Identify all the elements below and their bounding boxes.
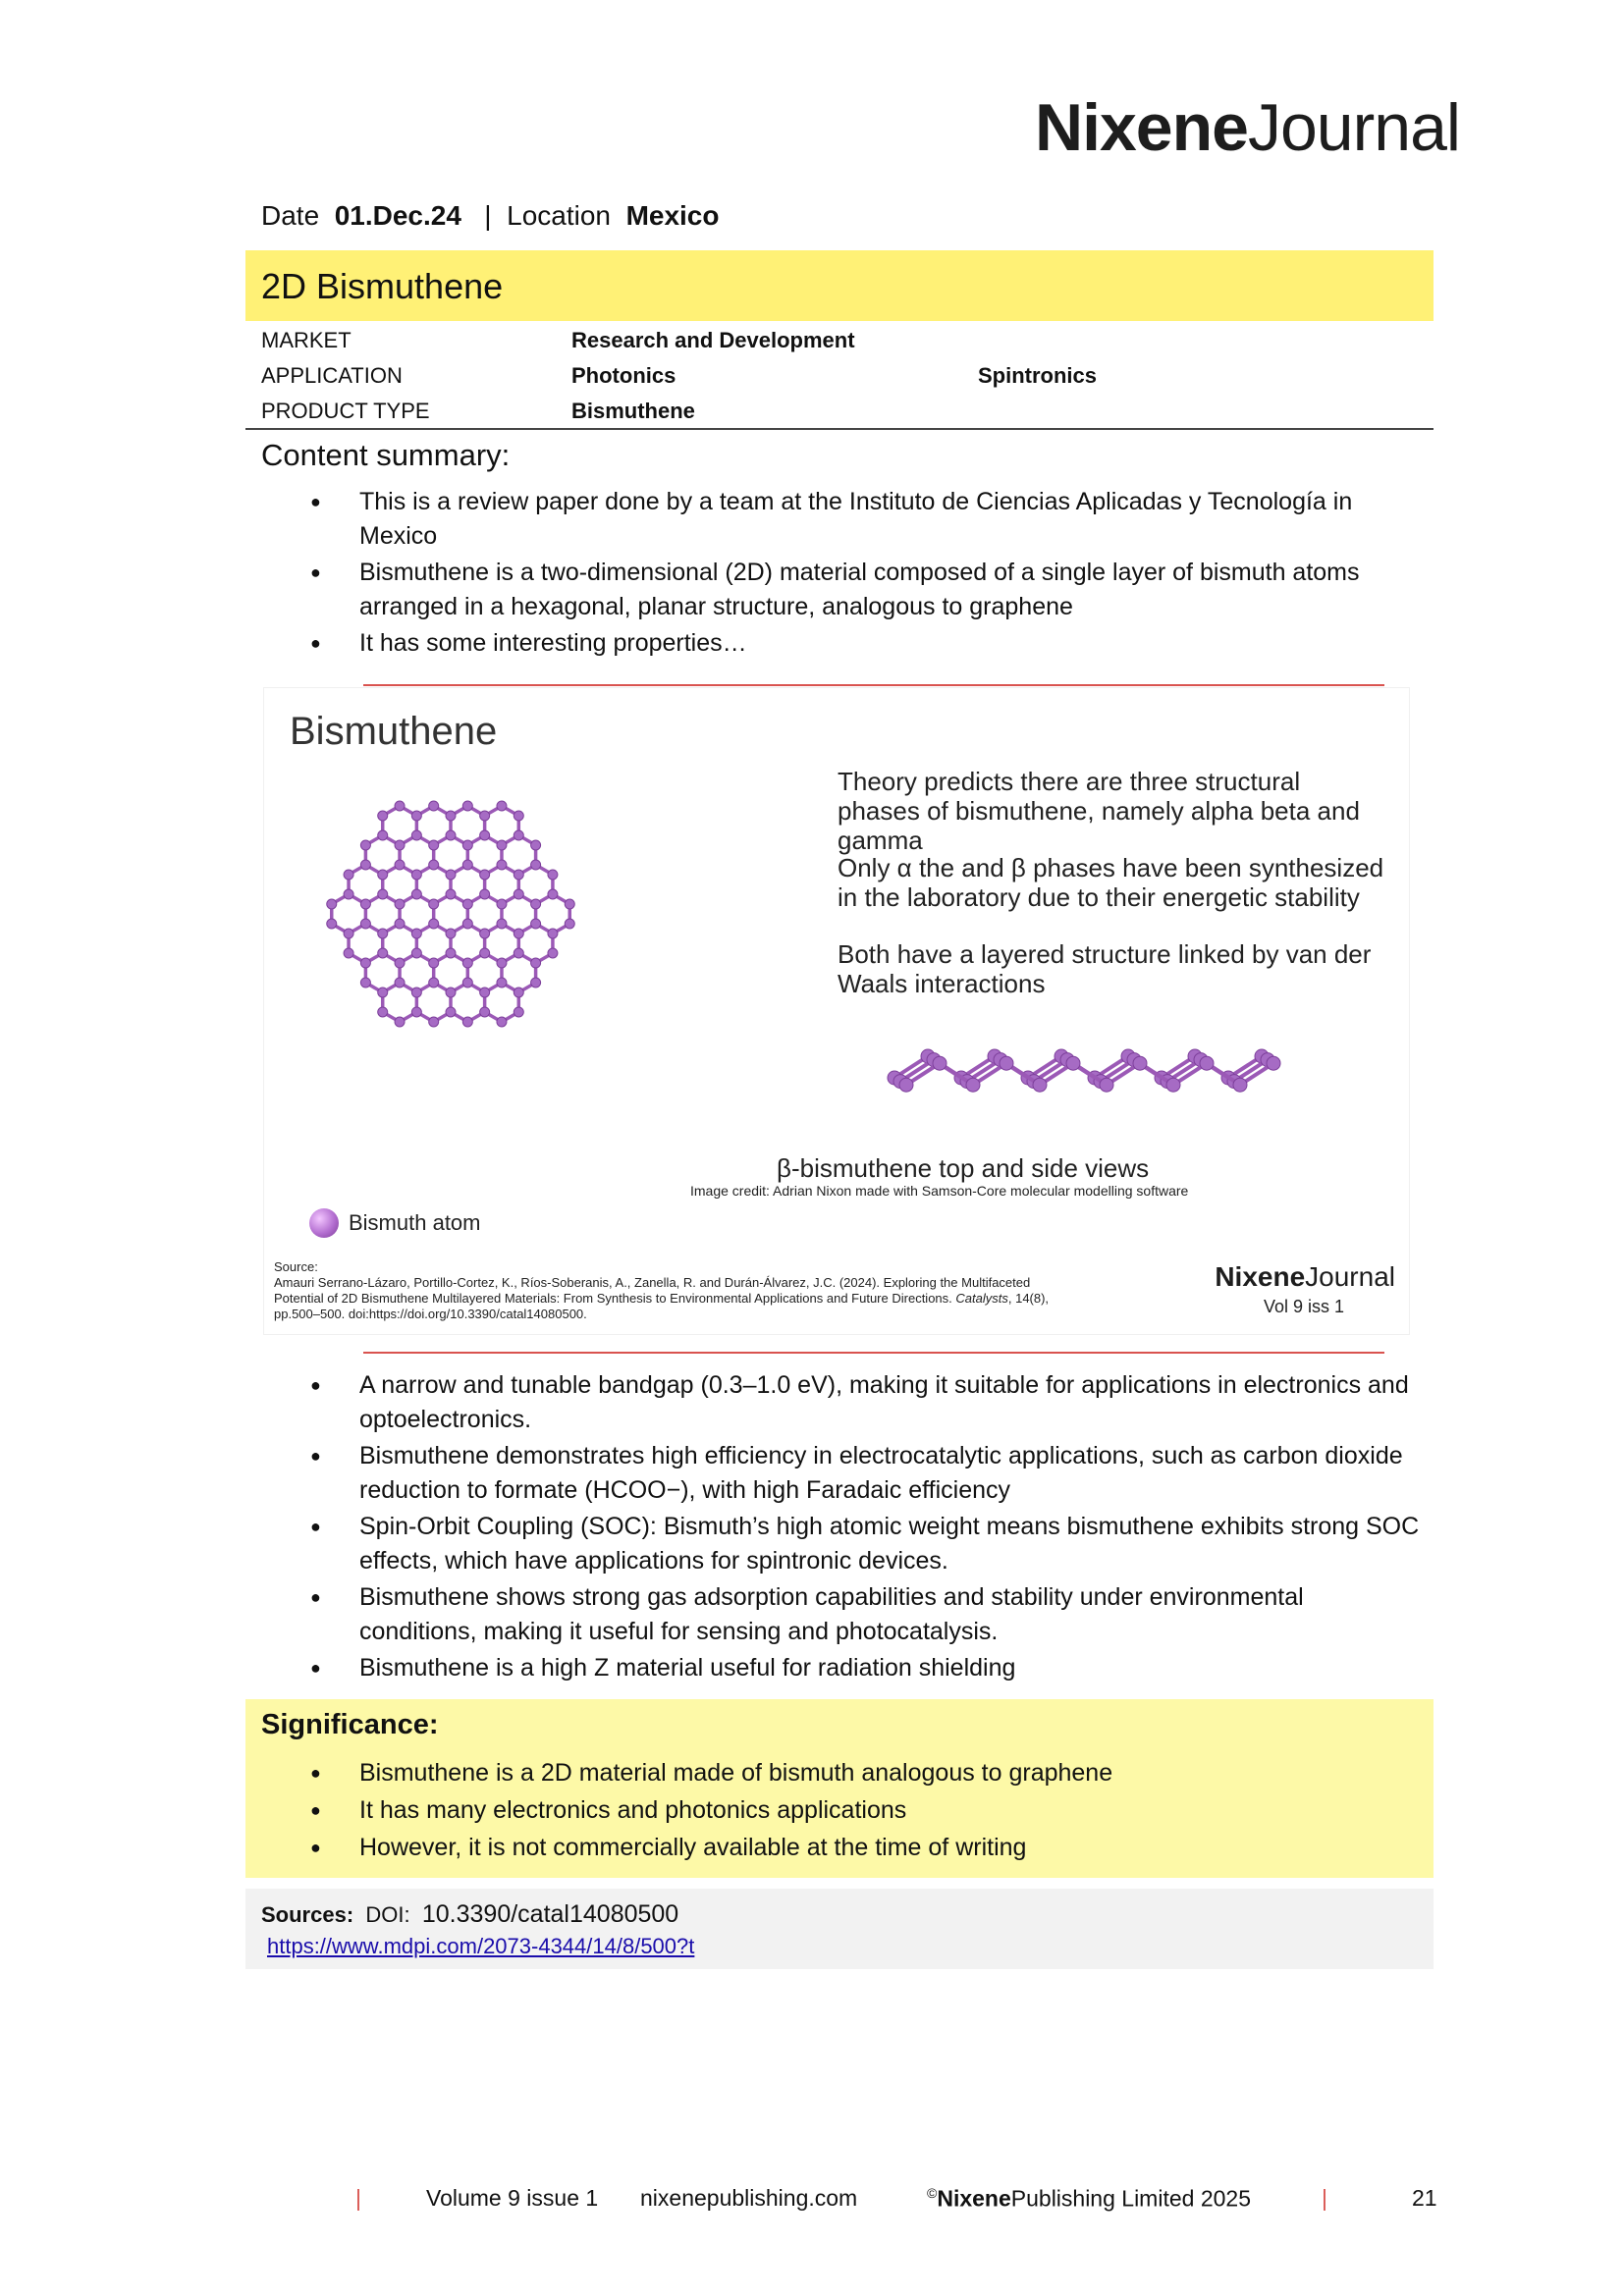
list-item: ● Bismuthene shows strong gas adsorption capabilities and stability under environmental conditions, making it useful for sensing and photocatalysis.	[310, 1580, 1420, 1649]
bismuth-atom	[327, 919, 337, 929]
bismuth-atom	[378, 948, 388, 958]
market-value: Research and Development	[571, 328, 855, 352]
bismuth-atom	[462, 958, 472, 968]
list-item: ● Bismuthene is a two-dimensional (2D) material composed of a single layer of bismuth atoms arranged in a hexagonal, planar structure, analogous to graphene	[310, 556, 1420, 624]
side-view-atom	[1100, 1078, 1113, 1092]
product-type-label: PRODUCT TYPE	[261, 399, 430, 423]
bismuth-atom	[411, 811, 421, 821]
dateline-separator: |	[484, 200, 492, 231]
bismuth-atom	[497, 840, 507, 850]
bismuth-atom	[411, 948, 421, 958]
brand-bold: Nixene	[1034, 90, 1248, 165]
bismuth-atom	[429, 919, 439, 929]
hexagonal-lattice-top-view	[303, 767, 598, 1061]
side-view-atom	[1033, 1078, 1047, 1092]
source-tail: , 14(8), pp.500–500. doi:https://doi.org/10.3390/catal14080500.	[274, 1291, 1050, 1321]
footer-site[interactable]: nixenepublishing.com	[640, 2185, 858, 2211]
bismuth-atom	[429, 1017, 439, 1027]
bismuth-atom	[514, 1007, 523, 1017]
footer-volume: Volume 9 issue 1	[426, 2185, 599, 2211]
footer-copyright	[927, 2185, 1251, 2213]
figure-bottom-rule	[363, 1352, 1384, 1354]
bismuth-atom	[462, 978, 472, 988]
meta-table	[245, 322, 1434, 430]
footer-separator-right: |	[1322, 2185, 1327, 2211]
source-text: Amauri Serrano-Lázaro, Portillo-Cortez, K., Ríos-Soberanis, A., Zanella, R. and Durán-Álvarez, J.C. (2024). Exploring the Multifaceted Potential of 2D Bismuthene Multilayered Materials: From Synthesis to Environmental Applications and Future Directions.	[274, 1275, 1031, 1306]
product-type-value: Bismuthene	[571, 399, 695, 423]
bismuth-atom	[531, 899, 541, 909]
bismuth-atom	[462, 919, 472, 929]
bismuth-atom	[462, 840, 472, 850]
figure-credit: Image credit: Adrian Nixon made with Samson-Core molecular modelling software	[690, 1183, 1189, 1199]
copyright-rest: Publishing Limited 2025	[1010, 2185, 1251, 2212]
side-view-atom	[1133, 1056, 1147, 1070]
footer-separator-left: |	[355, 2185, 361, 2211]
side-view-atom	[966, 1078, 980, 1092]
application-value-1: Photonics	[571, 363, 676, 388]
list-item: ● Bismuthene is a 2D material made of bismuth analogous to graphene	[310, 1756, 1390, 1790]
bismuth-atom-icon	[309, 1208, 339, 1238]
bismuth-atom	[497, 958, 507, 968]
bismuth-atom	[429, 840, 439, 850]
bismuth-atom	[429, 978, 439, 988]
bismuth-atom	[411, 830, 421, 840]
lattice-side-view	[875, 1027, 1287, 1105]
bismuth-atom	[344, 889, 353, 899]
bismuth-atom	[531, 840, 541, 850]
bismuth-atom	[360, 840, 370, 850]
bismuth-atom	[429, 860, 439, 870]
figure-title: Bismuthene	[290, 710, 498, 753]
side-view-atom	[1000, 1056, 1013, 1070]
doi-label: DOI:	[365, 1902, 410, 1927]
bismuth-atom	[395, 919, 405, 929]
bismuth-atom	[395, 1017, 405, 1027]
list-item: ● A narrow and tunable bandgap (0.3–1.0 eV), making it suitable for applications in electronics and optoelectronics.	[310, 1368, 1420, 1437]
bismuth-atom	[548, 948, 558, 958]
bismuth-atom	[497, 899, 507, 909]
bismuth-atom	[446, 988, 456, 997]
bismuth-atom	[480, 870, 490, 880]
significance-box	[245, 1699, 1434, 1878]
source-journal: Catalysts	[955, 1291, 1008, 1306]
bismuth-atom	[395, 840, 405, 850]
significance-list	[310, 1756, 1390, 1867]
list-item: ● Spin-Orbit Coupling (SOC): Bismuth’s high atomic weight means bismuthene exhibits strong SOC effects, which have applications for spintronic devices.	[310, 1510, 1420, 1578]
summary-list	[310, 485, 1420, 663]
side-view-atom	[1267, 1056, 1280, 1070]
bismuth-atom	[446, 1007, 456, 1017]
bismuth-atom	[360, 899, 370, 909]
bismuth-atom	[548, 889, 558, 899]
bismuth-atom	[446, 929, 456, 938]
market-label: MARKET	[261, 328, 352, 352]
bismuth-atom	[480, 889, 490, 899]
page-number: 21	[1412, 2185, 1437, 2211]
legend-label: Bismuth atom	[349, 1210, 481, 1235]
copyright-bold: Nixene	[937, 2185, 1011, 2212]
bismuth-atom	[360, 958, 370, 968]
bismuth-atom	[360, 860, 370, 870]
brand-regular: Journal	[1247, 90, 1460, 165]
bismuth-atom	[514, 811, 523, 821]
bismuth-atom	[446, 948, 456, 958]
properties-list	[310, 1368, 1420, 1687]
bismuth-atom	[497, 801, 507, 811]
bismuth-atom	[531, 978, 541, 988]
bismuth-atom	[446, 830, 456, 840]
significance-heading: Significance:	[261, 1709, 439, 1740]
bismuth-atom	[531, 919, 541, 929]
bismuth-atom	[446, 889, 456, 899]
bismuth-atom	[480, 929, 490, 938]
figure-brand-regular: Journal	[1305, 1261, 1395, 1292]
bismuth-atom	[462, 860, 472, 870]
bismuth-atom	[395, 978, 405, 988]
sources-line	[261, 1900, 678, 1929]
figure-text-synthesized: Only α the and β phases have been synthesized in the laboratory due to their energetic stability	[838, 853, 1384, 912]
bismuth-atom	[446, 811, 456, 821]
list-item: ● It has some interesting properties…	[310, 626, 1420, 661]
bismuth-atom	[565, 899, 574, 909]
side-view-atom	[1233, 1078, 1247, 1092]
bismuth-atom	[497, 860, 507, 870]
bismuth-atom	[480, 811, 490, 821]
bismuth-atom	[411, 929, 421, 938]
journal-brand	[1034, 90, 1460, 165]
date-value: 01.Dec.24	[334, 200, 461, 231]
bismuth-atom	[344, 948, 353, 958]
bismuth-atom	[378, 1007, 388, 1017]
side-view-atom	[1066, 1056, 1080, 1070]
bismuth-atom	[531, 958, 541, 968]
bismuth-atom	[462, 1017, 472, 1027]
article-title: 2D Bismuthene	[261, 266, 504, 306]
bismuth-atom	[395, 801, 405, 811]
bismuth-atom	[378, 988, 388, 997]
bismuth-atom	[327, 899, 337, 909]
bismuth-atom	[497, 919, 507, 929]
dateline	[261, 200, 720, 232]
figure-top-rule	[363, 684, 1384, 686]
content-summary-heading: Content summary:	[261, 438, 511, 472]
bismuth-atom	[548, 929, 558, 938]
bismuth-atom	[480, 948, 490, 958]
figure-source	[274, 1259, 1059, 1322]
bismuth-atom	[514, 988, 523, 997]
bismuth-atom	[429, 899, 439, 909]
application-value-2: Spintronics	[978, 363, 1098, 388]
bismuth-atom	[395, 860, 405, 870]
bismuth-atom	[462, 899, 472, 909]
list-item: ● Bismuthene is a high Z material useful for radiation shielding	[310, 1651, 1420, 1685]
figure-text-phases: Theory predicts there are three structural phases of bismuthene, namely alpha beta and gamma	[838, 767, 1360, 855]
source-link[interactable]: https://www.mdpi.com/2073-4344/14/8/500?t	[267, 1934, 695, 1958]
side-view-atom	[933, 1056, 947, 1070]
bismuth-atom	[360, 978, 370, 988]
bismuth-atom	[480, 830, 490, 840]
bismuth-atom	[411, 870, 421, 880]
bismuth-atom	[378, 889, 388, 899]
bismuth-atom	[344, 929, 353, 938]
location-label: Location	[507, 200, 611, 231]
bismuth-atom	[360, 919, 370, 929]
bismuthene-figure	[263, 687, 1410, 1335]
bismuth-atom	[395, 899, 405, 909]
bismuth-atom	[411, 988, 421, 997]
bismuth-atom	[514, 889, 523, 899]
list-item: ● This is a review paper done by a team at the Instituto de Ciencias Aplicadas y Tecnología in Mexico	[310, 485, 1420, 554]
figure-brand	[1215, 1261, 1395, 1293]
list-item: ● It has many electronics and photonics applications	[310, 1793, 1390, 1828]
figure-volume: Vol 9 iss 1	[1263, 1297, 1344, 1316]
bismuth-atom	[480, 1007, 490, 1017]
figure-text-layered: Both have a layered structure linked by van der Waals interactions	[838, 939, 1372, 998]
source-label: Source:	[274, 1259, 318, 1274]
bismuth-atom	[378, 811, 388, 821]
date-label: Date	[261, 200, 320, 231]
bismuth-atom	[497, 1017, 507, 1027]
bismuth-atom	[497, 978, 507, 988]
title-bar	[245, 250, 1434, 321]
bismuth-atom	[395, 958, 405, 968]
side-view-atom	[1166, 1078, 1180, 1092]
bismuth-atom	[514, 929, 523, 938]
bismuth-atom	[462, 801, 472, 811]
bismuth-atom	[344, 870, 353, 880]
figure-brand-bold: Nixene	[1215, 1261, 1306, 1292]
side-view-atom	[899, 1078, 913, 1092]
bismuth-atom	[446, 870, 456, 880]
bismuth-atom	[514, 870, 523, 880]
bismuth-atom	[565, 919, 574, 929]
list-item: ● However, it is not commercially available at the time of writing	[310, 1831, 1390, 1865]
sources-label: Sources:	[261, 1902, 354, 1927]
bismuth-atom	[429, 958, 439, 968]
bismuth-atom	[378, 929, 388, 938]
bismuth-atom	[480, 988, 490, 997]
sources-box	[245, 1889, 1434, 1969]
figure-caption: β-bismuthene top and side views	[777, 1153, 1150, 1183]
bismuth-atom	[411, 889, 421, 899]
list-item: ● Bismuthene demonstrates high efficiency in electrocatalytic applications, such as carbon dioxide reduction to formate (HCOO−), with high Faradaic efficiency	[310, 1439, 1420, 1508]
bismuth-atom	[429, 801, 439, 811]
application-label: APPLICATION	[261, 363, 403, 388]
bismuth-atom	[411, 1007, 421, 1017]
bismuth-atom	[378, 830, 388, 840]
location-value: Mexico	[625, 200, 720, 231]
bismuth-atom	[514, 830, 523, 840]
bismuth-atom	[514, 948, 523, 958]
bismuth-atom	[531, 860, 541, 870]
doi-value: 10.3390/catal14080500	[421, 1900, 679, 1928]
side-view-atom	[1200, 1056, 1214, 1070]
bismuth-atom	[378, 870, 388, 880]
copyright-symbol: ©	[927, 2185, 938, 2201]
bismuth-atom	[548, 870, 558, 880]
